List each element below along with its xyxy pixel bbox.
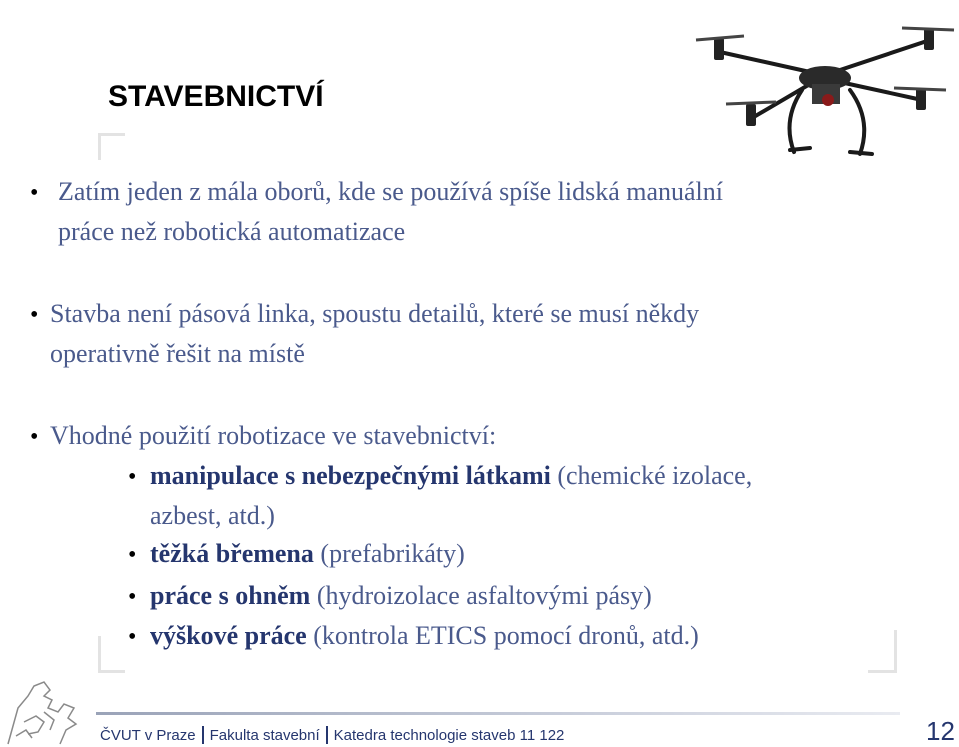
footer-university: ČVUT v Praze — [100, 727, 196, 744]
footer-separator — [326, 726, 328, 744]
sub-bullet-dot: • — [128, 584, 137, 610]
sub-bullet-2-bold: těžká břemena — [150, 539, 314, 568]
bullet-1-line-2: práce než robotická automatizace — [58, 217, 406, 246]
sub-bullet-2-rest: (prefabrikáty) — [313, 539, 465, 568]
bullet-dot: • — [30, 302, 39, 328]
footer — [100, 726, 564, 744]
footer-faculty: Fakulta stavební — [209, 727, 320, 744]
sub-bullet-4 — [150, 616, 699, 656]
sub-bullet-dot: • — [128, 464, 137, 490]
sub-bullet-3 — [150, 576, 652, 616]
bullet-3-line-1: Vhodné použití robotizace ve stavebnictví: — [50, 421, 497, 450]
sub-bullet-4-bold: výškové práce — [150, 621, 307, 650]
bullet-1-line-1: Zatím jeden z mála oborů, kde se používá spíše lidská manuální — [58, 177, 723, 206]
drone-image — [690, 0, 959, 160]
slide-title: STAVEBNICTVÍ — [108, 80, 324, 113]
footer-separator — [202, 726, 204, 744]
cvut-lion-logo — [4, 678, 84, 746]
footer-department: Katedra technologie staveb 11 122 — [333, 727, 565, 744]
bullet-2-line-2: operativně řešit na místě — [50, 339, 305, 368]
bullet-2-line-1: Stavba není pásová linka, spoustu detailů, které se musí někdy — [50, 299, 700, 328]
frame-corner-bottom-right — [868, 630, 897, 673]
sub-bullet-1-line-2: azbest, atd.) — [150, 501, 275, 530]
sub-bullet-3-rest: (hydroizolace asfaltovými pásy) — [310, 581, 652, 610]
sub-bullet-dot: • — [128, 624, 137, 650]
sub-bullet-1-rest: (chemické izolace, — [550, 461, 753, 490]
sub-bullet-3-bold: práce s ohněm — [150, 581, 311, 610]
frame-corner-bottom-left — [98, 636, 125, 673]
sub-bullet-2 — [150, 534, 465, 574]
footer-rule — [96, 712, 900, 715]
page-number: 12 — [926, 716, 955, 746]
bullet-dot: • — [30, 180, 39, 206]
sub-bullet-dot: • — [128, 542, 137, 568]
frame-corner-top-left — [98, 133, 125, 160]
sub-bullet-1-bold: manipulace s nebezpečnými látkami — [150, 461, 551, 490]
sub-bullet-4-rest: (kontrola ETICS pomocí dronů, atd.) — [306, 621, 699, 650]
sub-bullet-1-line-1 — [150, 456, 752, 496]
bullet-dot: • — [30, 424, 39, 450]
